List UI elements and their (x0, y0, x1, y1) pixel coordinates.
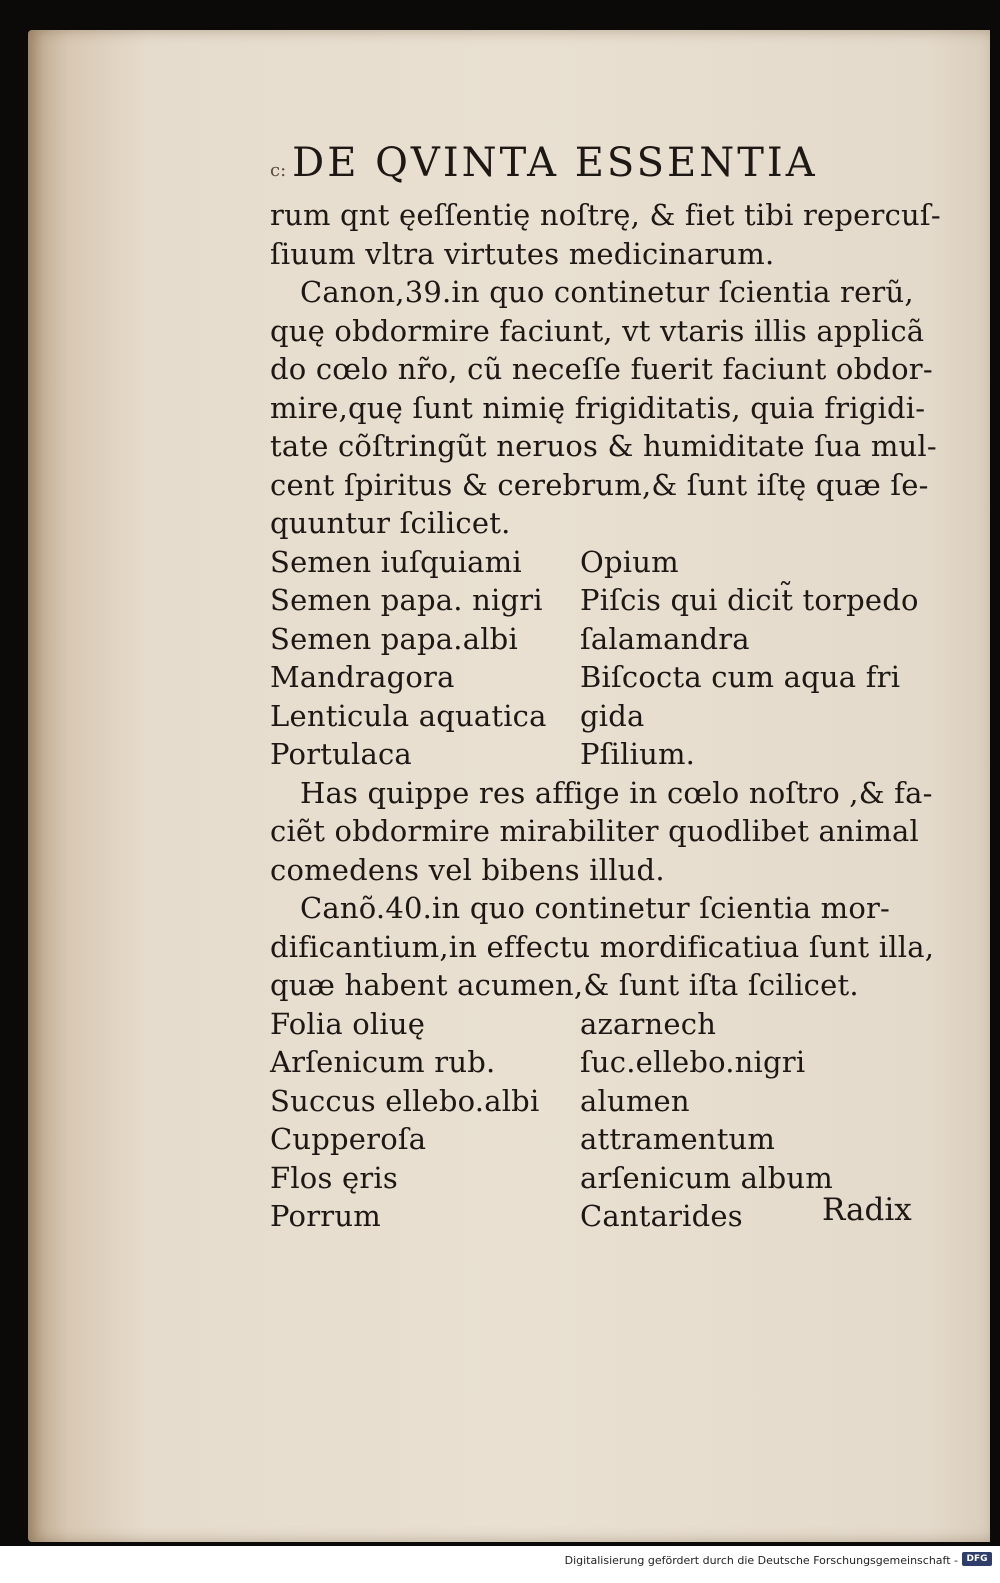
list-item: Semen papa.albi (270, 621, 518, 656)
header-title: DE QVINTA ESSENTIA (292, 140, 818, 186)
list-row (270, 1120, 930, 1159)
list-item: Semen iuſquiami (270, 544, 522, 579)
list-row (270, 1043, 930, 1082)
list-item: Flos ęris (270, 1160, 398, 1195)
list-item: gida (580, 698, 645, 733)
text-line: dificantium,in effectu mordificatiua ſunt illa, (270, 929, 935, 964)
list-item: Porrum (270, 1199, 381, 1233)
list-item: Biſcocta cum aqua fri (580, 660, 901, 694)
digitization-footer (0, 1546, 1000, 1583)
text-line: rum qnt ęeſſentię noſtrę, & fiet tibi repercuſ- (270, 198, 941, 232)
list-item: Succus ellebo.albi (270, 1083, 540, 1118)
list-item: attramentum (580, 1122, 776, 1156)
text-line: tate cõſtringũt neruos & humiditate ſua mul- (270, 429, 937, 463)
text-line: quæ habent acumen,& ſunt iſta ſcilicet. (270, 968, 859, 1002)
text-line: quuntur ſcilicet. (270, 506, 511, 540)
list-item: Lenticula aquatica (270, 698, 547, 733)
text-line: quę obdormire faciunt, vt vtaris illis applicã (270, 313, 925, 348)
running-header (270, 140, 930, 194)
list-row (270, 697, 930, 736)
text-line: ciẽt obdormire mirabiliter quodlibet animal (270, 814, 920, 848)
text-line: cent ſpiritus & cerebrum,& ſunt iſtę quæ ſe- (270, 467, 929, 502)
text-line: do cœlo nr̃o, cũ neceſſe fuerit faciunt obdor- (270, 352, 933, 386)
page-text (270, 140, 941, 1236)
list-item: Cantarides (580, 1199, 743, 1233)
list-row (270, 735, 930, 774)
list-item: Cupperoſa (270, 1122, 427, 1156)
list-item: Piſcis qui dicit̃ torpedo (580, 583, 919, 617)
list-row (270, 543, 930, 582)
text-line: ſiuum vltra virtutes medicinarum. (270, 236, 775, 271)
list-item: Mandragora (270, 660, 455, 694)
list-item: ſalamandra (580, 621, 750, 656)
list-item: arſenicum album (580, 1160, 833, 1195)
list-row (270, 1082, 930, 1121)
list-item: Folia oliuę (270, 1006, 426, 1041)
list-row (270, 658, 930, 697)
list-row (270, 581, 930, 620)
canon-39-heading: Canon,39.in quo continetur ſcientia rerũ, (300, 275, 914, 309)
canon-40-heading: Canõ.40.in quo continetur ſcientia mor- (300, 891, 891, 925)
list-item: Opium (580, 544, 679, 579)
footer-credit: Digitalisierung gefördert durch die Deutsche Forschungsgemeinschaft - (564, 1554, 958, 1567)
ingredient-list-1 (270, 543, 930, 774)
text-line: Has quippe res affige in cœlo noſtro ,& fa- (300, 775, 933, 810)
list-item: ſuc.ellebo.nigri (580, 1045, 806, 1079)
list-row (270, 620, 930, 659)
list-item: Semen papa. nigri (270, 583, 543, 617)
list-item: alumen (580, 1083, 690, 1118)
list-row (270, 1005, 930, 1044)
dfg-logo-icon: DFG (962, 1552, 992, 1566)
text-line: comedens vel bibens illud. (270, 852, 665, 887)
list-item: Arſenicum rub. (270, 1045, 496, 1079)
list-item: azarnech (580, 1006, 717, 1041)
text-line: mire,quę ſunt nimię frigiditatis, quia frigidi- (270, 390, 926, 425)
catchword: Radix (822, 1192, 912, 1228)
list-item: Portulaca (270, 737, 412, 771)
page-mark: c: (270, 160, 287, 181)
list-item: Pſilium. (580, 737, 696, 771)
